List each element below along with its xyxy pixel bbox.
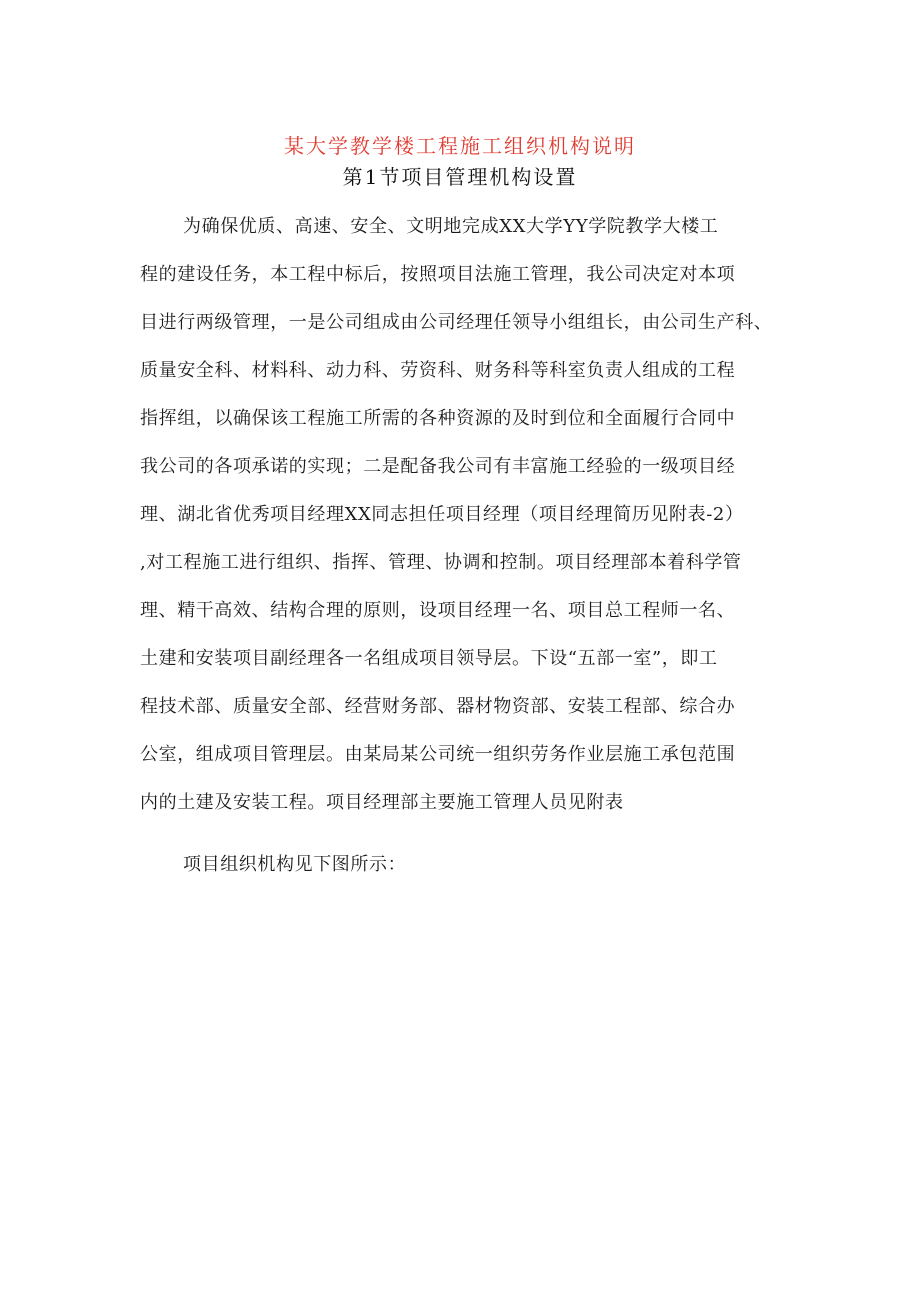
paragraph-line: 土建和安装项目副经理各一名组成项目领导层。下设“五部一室”，即工 <box>140 648 718 669</box>
paragraph-line: ,对工程施工进行组织、指挥、管理、协调和控制。项目经理部本着科学管 <box>140 552 742 573</box>
org-chart-intro: 项目组织机构见下图所示： <box>183 854 407 875</box>
paragraph-line: 为确保优质、高速、安全、文明地完成XX大学YY学院教学大楼工 <box>183 216 719 237</box>
section-heading: 第1节项目管理机构设置 <box>342 165 578 189</box>
paragraph-line: 目进行两级管理，一是公司组成由公司经理任领导小组组长，由公司生产科、 <box>140 312 773 333</box>
paragraph-line: 我公司的各项承诺的实现；二是配备我公司有丰富施工经验的一级项目经 <box>140 456 736 477</box>
document-title: 某大学教学楼工程施工组织机构说明 <box>284 134 636 158</box>
paragraph-line: 指挥组，以确保该工程施工所需的各种资源的及时到位和全面履行合同中 <box>140 408 736 429</box>
paragraph-line: 程的建设任务，本工程中标后，按照项目法施工管理，我公司决定对本项 <box>140 264 736 285</box>
paragraph-line: 理、湖北省优秀项目经理XX同志担任项目经理（项目经理简历见附表-2） <box>140 504 744 525</box>
paragraph-line: 内的土建及安装工程。项目经理部主要施工管理人员见附表 <box>140 792 624 813</box>
paragraph-line: 公室，组成项目管理层。由某局某公司统一组织劳务作业层施工承包范围 <box>140 744 736 765</box>
paragraph-line: 理、精干高效、结构合理的原则，设项目经理一名、项目总工程师一名、 <box>140 600 736 621</box>
paragraph-line: 质量安全科、材料科、动力科、劳资科、财务科等科室负责人组成的工程 <box>140 360 736 381</box>
paragraph-line: 程技术部、质量安全部、经营财务部、器材物资部、安装工程部、综合办 <box>140 696 736 717</box>
